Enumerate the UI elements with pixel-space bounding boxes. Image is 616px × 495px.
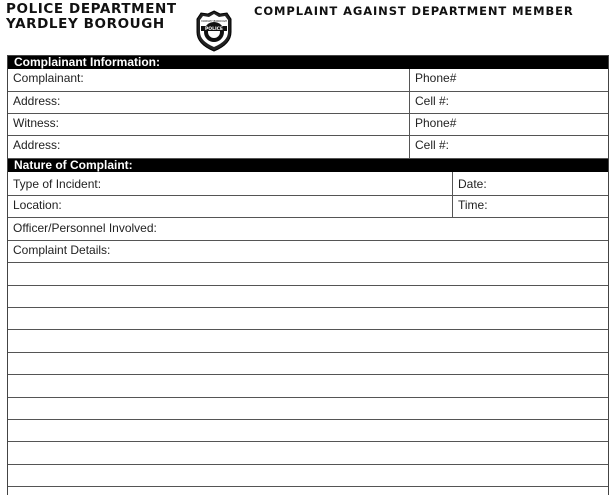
location-field[interactable]: Location: [13, 198, 62, 212]
complainant-info-header: Complainant Information: [8, 56, 608, 69]
badge-ring-label: YARDLEY BOROUGH [201, 20, 227, 23]
org-line-2: YARDLEY BOROUGH [6, 16, 165, 32]
incident-type-field[interactable]: Type of Incident: [13, 177, 102, 191]
officer-involved-field[interactable]: Officer/Personnel Involved: [13, 221, 157, 235]
complainant-address-field[interactable]: Address: [13, 94, 61, 108]
detail-line [8, 329, 608, 330]
detail-line [8, 352, 608, 353]
witness-address-field[interactable]: Address: [13, 138, 61, 152]
witness-field[interactable]: Witness: [13, 116, 60, 130]
time-field[interactable]: Time: [452, 196, 608, 217]
detail-line [8, 307, 608, 308]
detail-line [8, 285, 608, 286]
witness-row [8, 114, 608, 136]
complainant-cell-field[interactable]: Cell #: [409, 92, 608, 113]
incident-date-field[interactable]: Date: [452, 172, 608, 195]
detail-line [8, 464, 608, 465]
location-row [8, 196, 608, 218]
complaint-details-field[interactable]: Complaint Details: [13, 243, 111, 257]
complainant-field[interactable]: Complainant: [13, 71, 84, 85]
org-line-1: POLICE DEPARTMENT [6, 1, 177, 17]
complainant-address-row [8, 92, 608, 114]
witness-address-row [8, 136, 608, 159]
witness-phone-field[interactable]: Phone# [409, 114, 608, 135]
incident-row [8, 172, 608, 196]
complaint-form [7, 55, 609, 495]
officer-row [8, 218, 608, 241]
detail-line [8, 419, 608, 420]
detail-line [8, 397, 608, 398]
complainant-row [8, 69, 608, 92]
detail-line [8, 441, 608, 442]
badge-label: POLICE [204, 27, 224, 32]
police-badge-icon [194, 10, 234, 52]
detail-line [8, 374, 608, 375]
form-title: COMPLAINT AGAINST DEPARTMENT MEMBER [254, 4, 574, 18]
witness-cell-field[interactable]: Cell #: [409, 136, 608, 158]
complainant-phone-field[interactable]: Phone# [409, 69, 608, 91]
detail-line [8, 486, 608, 487]
details-row [8, 241, 608, 263]
department-name [6, 2, 196, 32]
nature-of-complaint-header: Nature of Complaint: [8, 159, 608, 172]
